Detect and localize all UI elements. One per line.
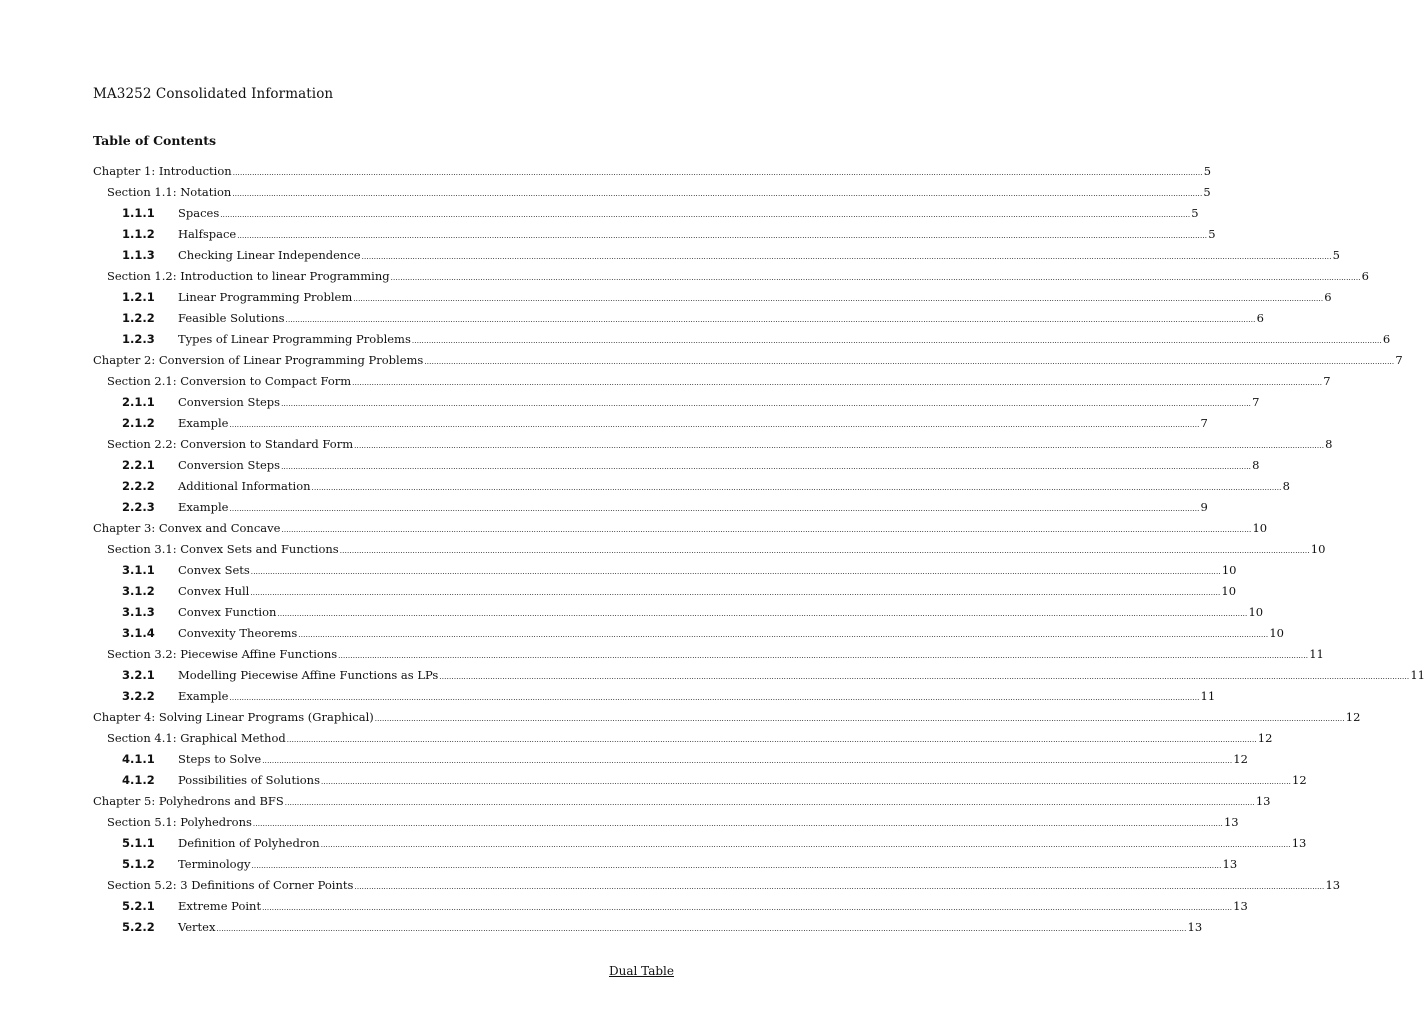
toc-entry-label[interactable]: Chapter 2: Conversion of Linear Programming Problems [93,353,424,367]
toc-entry-page-number: 12 [1345,710,1361,724]
toc-entry-page-number: 6 [1324,290,1332,304]
toc-dot-leader: ................................................................................................................................................................................................................................................................................................................................................................................................................ [321,778,1292,786]
toc-dot-leader: ................................................................................................................................................................................................................................................................................................................................................................................................................ [354,442,1325,450]
toc-dot-leader: ................................................................................................................................................................................................................................................................................................................................................................................................................ [262,757,1233,765]
toc-entry-page-number: 11 [1200,689,1216,703]
toc-dot-leader: ................................................................................................................................................................................................................................................................................................................................................................................................................ [338,652,1309,660]
toc-entry-label[interactable]: Section 1.2: Introduction to linear Programming [107,269,390,283]
toc-entry-sub[interactable] [0,497,1208,517]
toc-dot-leader: ................................................................................................................................................................................................................................................................................................................................................................................................................ [229,505,1200,513]
toc-entry-page-number: 9 [1200,500,1208,514]
toc-dot-leader: ................................................................................................................................................................................................................................................................................................................................................................................................................ [286,736,1257,744]
toc-entry-sub[interactable] [0,854,1238,874]
toc-entry-section[interactable] [0,434,1333,454]
toc-entry-label[interactable]: Terminology [178,857,251,871]
toc-entry-label[interactable]: Section 4.1: Graphical Method [107,731,286,745]
toc-entry-sub[interactable] [0,560,1237,580]
toc-entry-page-number: 12 [1257,731,1273,745]
toc-entry-label[interactable]: Convex Sets [178,563,250,577]
toc-entry-label[interactable]: Section 5.2: 3 Definitions of Corner Points [107,878,354,892]
toc-entry-section[interactable] [0,875,1341,895]
toc-entry-label[interactable]: Extreme Point [178,899,262,913]
toc-entry-page-number: 8 [1252,458,1260,472]
toc-entry-section[interactable] [0,812,1239,832]
toc-dot-leader: ................................................................................................................................................................................................................................................................................................................................................................................................................ [229,694,1200,702]
toc-entry-label[interactable]: Definition of Polyhedron [178,836,320,850]
toc-dot-leader: ................................................................................................................................................................................................................................................................................................................................................................................................................ [353,295,1324,303]
toc-entry-sub[interactable] [0,413,1208,433]
toc-dot-leader: ................................................................................................................................................................................................................................................................................................................................................................................................................ [281,400,1252,408]
toc-dot-leader: ................................................................................................................................................................................................................................................................................................................................................................................................................ [262,904,1233,912]
toc-entry-label[interactable]: Example [178,416,229,430]
toc-entry-sub[interactable] [0,686,1216,706]
toc-entry-page-number: 6 [1256,311,1264,325]
toc-entry-number: 5.1.1 [122,836,155,850]
toc-dot-leader: ................................................................................................................................................................................................................................................................................................................................................................................................................ [390,274,1361,282]
toc-entry-number: 4.1.2 [122,773,155,787]
toc-entry-chapter[interactable] [0,161,1212,181]
toc-entry-sub[interactable] [0,476,1290,496]
toc-entry-chapter[interactable] [0,707,1361,727]
toc-entry-number: 2.1.1 [122,395,155,409]
toc-entry-number: 5.1.2 [122,857,155,871]
toc-entry-page-number: 5 [1203,164,1212,178]
toc-entry-page-number: 10 [1269,626,1284,640]
toc-entry-page-number: 10 [1248,605,1264,619]
toc-entry-number: 2.2.2 [122,479,155,493]
toc-entry-number: 3.1.2 [122,584,155,598]
toc-entry-section[interactable] [0,371,1331,391]
toc-entry-number: 1.2.3 [122,332,155,346]
toc-entry-sub[interactable] [0,896,1248,916]
document-title: MA3252 Consolidated Information [93,86,334,102]
toc-entry-page-number: 5 [1208,227,1216,241]
toc-entry-chapter[interactable] [0,791,1271,811]
toc-entry-section[interactable] [0,728,1273,748]
toc-entry-label[interactable]: Chapter 3: Convex and Concave [93,521,281,535]
toc-entry-number: 3.1.1 [122,563,155,577]
toc-entry-number: 3.1.3 [122,605,155,619]
toc-entry-page-number: 13 [1291,836,1307,850]
toc-entry-label[interactable]: Chapter 1: Introduction [93,164,232,178]
toc-entry-page-number: 13 [1187,920,1203,934]
toc-entry-page-number: 8 [1282,479,1290,493]
toc-entry-number: 1.2.2 [122,311,155,325]
toc-entry-page-number: 7 [1200,416,1208,430]
toc-entry-number: 5.2.2 [122,920,155,934]
toc-entry-page-number: 7 [1252,395,1260,409]
toc-entry-label[interactable]: Section 3.2: Piecewise Affine Functions [107,647,338,661]
toc-entry-number: 1.1.1 [122,206,155,220]
toc-entry-sub[interactable] [0,203,1199,223]
toc-entry-label[interactable]: Section 1.1: Notation [107,185,232,199]
toc-entry-page-number: 5 [1203,185,1211,199]
toc-dot-leader: ................................................................................................................................................................................................................................................................................................................................................................................................................ [298,631,1269,639]
toc-dot-leader: ................................................................................................................................................................................................................................................................................................................................................................................................................ [284,799,1255,807]
toc-entry-label[interactable]: Checking Linear Independence [178,248,361,262]
toc-entry-page-number: 13 [1223,815,1239,829]
toc-entry-label[interactable]: Conversion Steps [178,458,281,472]
toc-dot-leader: ................................................................................................................................................................................................................................................................................................................................................................................................................ [250,568,1221,576]
toc-entry-label[interactable]: Example [178,500,229,514]
toc-entry-page-number: 13 [1325,878,1341,892]
toc-entry-label[interactable]: Halfspace [178,227,237,241]
toc-entry-sub[interactable] [0,770,1307,790]
toc-entry-sub[interactable] [0,665,1425,685]
toc-entry-label[interactable]: Linear Programming Problem [178,290,353,304]
toc-entry-sub[interactable] [0,581,1237,601]
toc-entry-page-number: 8 [1325,437,1333,451]
toc-dot-leader: ................................................................................................................................................................................................................................................................................................................................................................................................................ [361,253,1332,261]
toc-entry-page-number: 10 [1252,521,1268,535]
toc-entry-sub[interactable] [0,833,1307,853]
toc-entry-label[interactable]: Example [178,689,229,703]
toc-entry-number: 2.2.3 [122,500,155,514]
toc-entry-page-number: 7 [1395,353,1403,367]
toc-entry-number: 3.1.4 [122,626,155,640]
toc-entry-label[interactable]: Possibilities of Solutions [178,773,320,787]
toc-entry-chapter[interactable] [0,518,1268,538]
toc-entry-number: 2.2.1 [122,458,155,472]
toc-entry-number: 1.1.2 [122,227,155,241]
toc-entry-label[interactable]: Vertex [178,920,216,934]
toc-dot-leader: ................................................................................................................................................................................................................................................................................................................................................................................................................ [251,862,1222,870]
toc-entry-label[interactable]: Spaces [178,206,220,220]
toc-entry-page-number: 13 [1255,794,1271,808]
toc-dot-leader: ................................................................................................................................................................................................................................................................................................................................................................................................................ [352,379,1323,387]
toc-dot-leader: ................................................................................................................................................................................................................................................................................................................................................................................................................ [411,337,1382,345]
toc-entry-label[interactable]: Modelling Piecewise Affine Functions as LPs [178,668,439,682]
toc-dot-leader: ................................................................................................................................................................................................................................................................................................................................................................................................................ [285,316,1256,324]
toc-dot-leader: ................................................................................................................................................................................................................................................................................................................................................................................................................ [250,589,1221,597]
toc-entry-number: 3.2.2 [122,689,155,703]
toc-entry-label[interactable]: Section 2.2: Conversion to Standard Form [107,437,354,451]
toc-dot-leader: ................................................................................................................................................................................................................................................................................................................................................................................................................ [216,925,1187,933]
toc-entry-sub[interactable] [0,392,1260,412]
toc-dot-leader: ................................................................................................................................................................................................................................................................................................................................................................................................................ [220,211,1191,219]
dual-table-link[interactable]: Dual Table [608,964,674,978]
toc-dot-leader: ................................................................................................................................................................................................................................................................................................................................................................................................................ [374,715,1345,723]
toc-entry-label[interactable]: Steps to Solve [178,752,262,766]
toc-entry-number: 1.2.1 [122,290,155,304]
toc-entry-label[interactable]: Feasible Solutions [178,311,285,325]
toc-dot-leader: ................................................................................................................................................................................................................................................................................................................................................................................................................ [232,190,1203,198]
toc-entry-chapter[interactable] [0,350,1403,370]
toc-dot-leader: ................................................................................................................................................................................................................................................................................................................................................................................................................ [320,841,1291,849]
toc-entry-number: 2.1.2 [122,416,155,430]
toc-entry-page-number: 10 [1310,542,1326,556]
toc-entry-page-number: 7 [1323,374,1331,388]
toc-entry-page-number: 10 [1221,584,1237,598]
toc-entry-sub[interactable] [0,455,1260,475]
toc-entry-sub[interactable] [0,308,1264,328]
toc-entry-sub[interactable] [0,329,1391,349]
toc-entry-label[interactable]: Convex Function [178,605,277,619]
toc-dot-leader: ................................................................................................................................................................................................................................................................................................................................................................................................................ [277,610,1248,618]
toc-entry-label[interactable]: Section 5.1: Polyhedrons [107,815,252,829]
toc-entry-page-number: 13 [1233,899,1248,913]
toc-dot-leader: ................................................................................................................................................................................................................................................................................................................................................................................................................ [237,232,1208,240]
toc-dot-leader: ................................................................................................................................................................................................................................................................................................................................................................................................................ [311,484,1282,492]
toc-dot-leader: ................................................................................................................................................................................................................................................................................................................................................................................................................ [252,820,1223,828]
toc-entry-section[interactable] [0,266,1369,286]
toc-entry-number: 5.2.1 [122,899,155,913]
toc-dot-leader: ................................................................................................................................................................................................................................................................................................................................................................................................................ [424,358,1395,366]
toc-entry-page-number: 12 [1233,752,1248,766]
toc-entry-page-number: 12 [1292,773,1307,787]
toc-entry-label[interactable]: Convexity Theorems [178,626,298,640]
toc-entry-label[interactable]: Types of Linear Programming Problems [178,332,411,346]
toc-dot-leader: ................................................................................................................................................................................................................................................................................................................................................................................................................ [229,421,1200,429]
toc-entry-sub[interactable] [0,749,1248,769]
toc-entry-label[interactable]: Convex Hull [178,584,250,598]
toc-entry-sub[interactable] [0,602,1264,622]
toc-entry-page-number: 5 [1191,206,1199,220]
toc-entry-label[interactable]: Section 2.1: Conversion to Compact Form [107,374,352,388]
toc-entry-section[interactable] [0,182,1211,202]
toc-entry-label[interactable]: Conversion Steps [178,395,281,409]
toc-entry-page-number: 11 [1309,647,1324,661]
toc-entry-number: 3.2.1 [122,668,155,682]
toc-entry-section[interactable] [0,539,1326,559]
toc-entry-sub[interactable] [0,287,1332,307]
toc-entry-sub[interactable] [0,224,1216,244]
toc-dot-leader: ................................................................................................................................................................................................................................................................................................................................................................................................................ [281,463,1252,471]
toc-entry-number: 4.1.1 [122,752,155,766]
toc-entry-label[interactable]: Chapter 4: Solving Linear Programs (Graphical) [93,710,374,724]
toc-entry-section[interactable] [0,644,1324,664]
toc-entry-label[interactable]: Additional Information [178,479,311,493]
toc-entry-page-number: 13 [1222,857,1238,871]
toc-dot-leader: ................................................................................................................................................................................................................................................................................................................................................................................................................ [281,526,1252,534]
toc-entry-label[interactable]: Section 3.1: Convex Sets and Functions [107,542,339,556]
toc-entry-number: 1.1.3 [122,248,155,262]
toc-entry-page-number: 5 [1332,248,1340,262]
toc-entry-page-number: 6 [1361,269,1369,283]
toc-dot-leader: ................................................................................................................................................................................................................................................................................................................................................................................................................ [339,547,1310,555]
toc-entry-page-number: 6 [1382,332,1391,346]
toc-entry-sub[interactable] [0,623,1284,643]
toc-entry-sub[interactable] [0,917,1203,937]
toc-dot-leader: ................................................................................................................................................................................................................................................................................................................................................................................................................ [439,673,1410,681]
toc-dot-leader: ................................................................................................................................................................................................................................................................................................................................................................................................................ [232,169,1203,177]
toc-heading: Table of Contents [93,133,217,148]
toc-entry-page-number: 11 [1410,668,1425,682]
toc-entry-sub[interactable] [0,245,1340,265]
toc-entry-label[interactable]: Chapter 5: Polyhedrons and BFS [93,794,284,808]
toc-entry-page-number: 10 [1221,563,1237,577]
toc-dot-leader: ................................................................................................................................................................................................................................................................................................................................................................................................................ [354,883,1325,891]
